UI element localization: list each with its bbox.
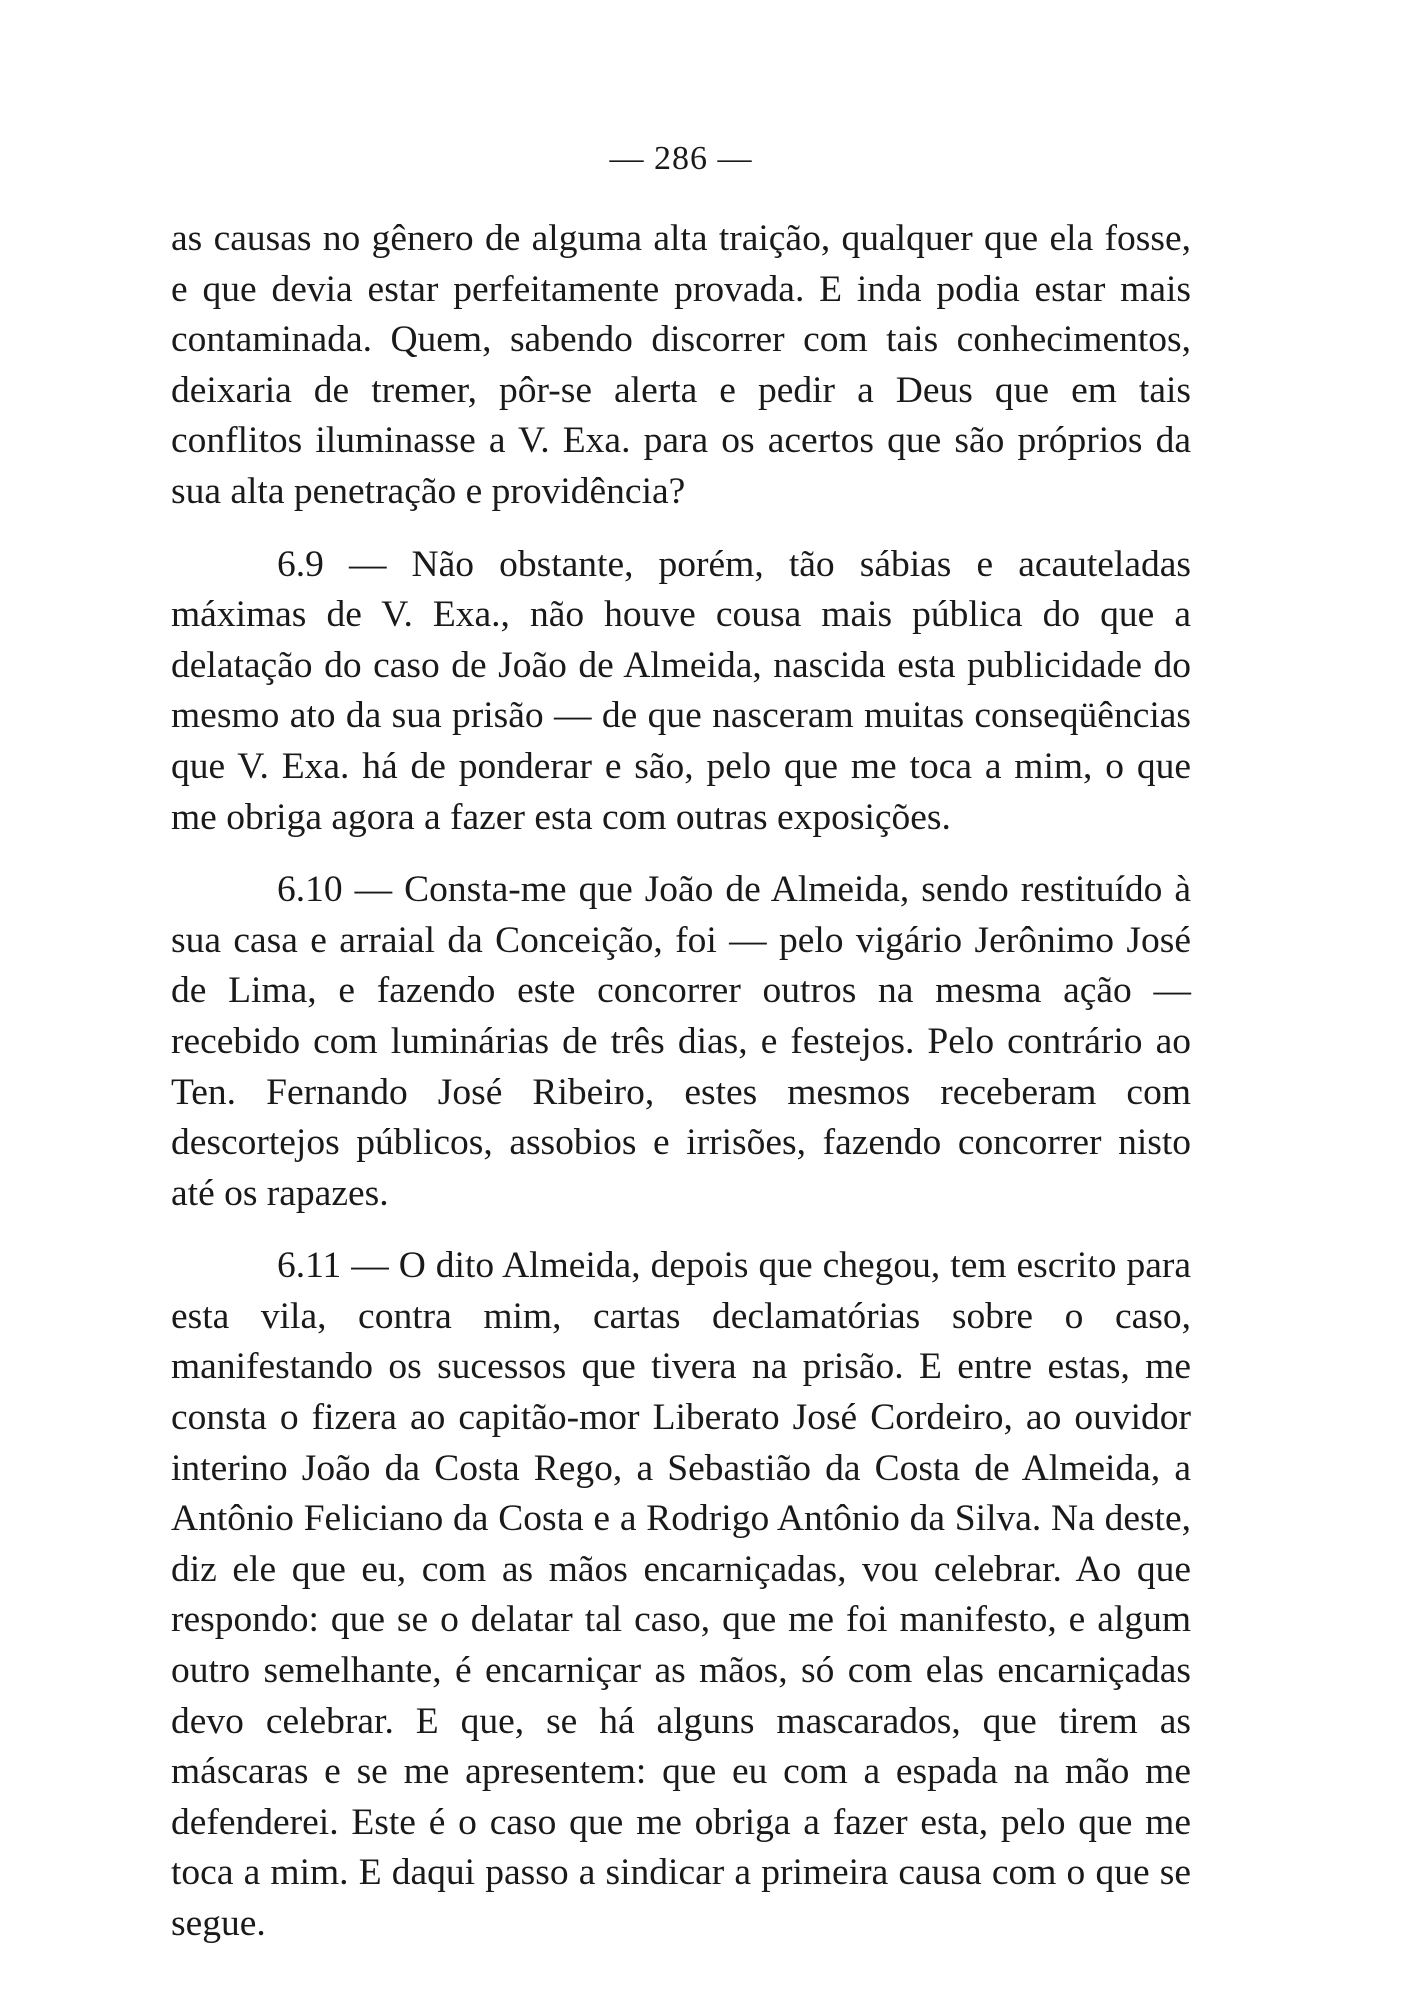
paragraph-6-9: 6.9 — Não obstante, porém, tão sábias e acauteladas máximas de V. Exa., não houve cousa mais pública do que a delatação do caso de João de Almeida, nascida esta publicidade do mesmo ato da sua prisão — de que nasceram muitas conseqüências que V. Exa. há de ponderar e são, pelo que me toca a mim, o que me obriga agora a fazer esta com outras exposições. bbox=[171, 543, 1191, 838]
paragraph-6-10: 6.10 — Consta-me que João de Almeida, sendo restituído à sua casa e arraial da Conceição, foi — pelo vigário Jerônimo José de Lima, e fazendo este concorrer outros na mesma ação — recebido com luminárias de três dias, e festejos. Pelo contrário ao Ten. Fernando José Ribeiro, estes mesmos receberam com descortejos públicos, assobios e irrisões, fazendo concorrer nisto até os rapazes. bbox=[171, 869, 1191, 1214]
paragraph-continuation: as causas no gênero de alguma alta traição, qualquer que ela fosse, e que devia estar perfeitamente provada. E inda podia estar mais contaminada. Quem, sabendo discorrer com tais conhecimentos, deixaria de tremer, pôr-se alerta e pedir a Deus que em tais conflitos iluminasse a V. Exa. para os acertos que são próprios da sua alta penetração e providência? bbox=[171, 218, 1191, 512]
page-number: — 286 — bbox=[609, 140, 753, 177]
book-page bbox=[171, 140, 1191, 1972]
paragraph-6-11: 6.11 — O dito Almeida, depois que chegou, tem escrito para esta vila, contra mim, cartas declamatórias sobre o caso, manifestando os sucessos que tivera na prisão. E entre estas, me consta o fizera ao capitão-mor Liberato José Cordeiro, ao ouvidor interino João da Costa Rego, a Sebastião da Costa de Almeida, a Antônio Feliciano da Costa e a Rodrigo Antônio da Silva. Na deste, diz ele que eu, com as mãos encarniçadas, vou celebrar. Ao que respondo: que se o delatar tal caso, que me foi manifesto, e algum outro semelhante, é encarniçar as mãos, só com elas encarniçadas devo celebrar. E que, se há alguns mascarados, que tirem as máscaras e se me apresentem: que eu com a espada na mão me defenderei. Este é o caso que me obriga a fazer esta, pelo que me toca a mim. E daqui passo a sindicar a primeira causa com o que se segue. bbox=[171, 1245, 1191, 1944]
